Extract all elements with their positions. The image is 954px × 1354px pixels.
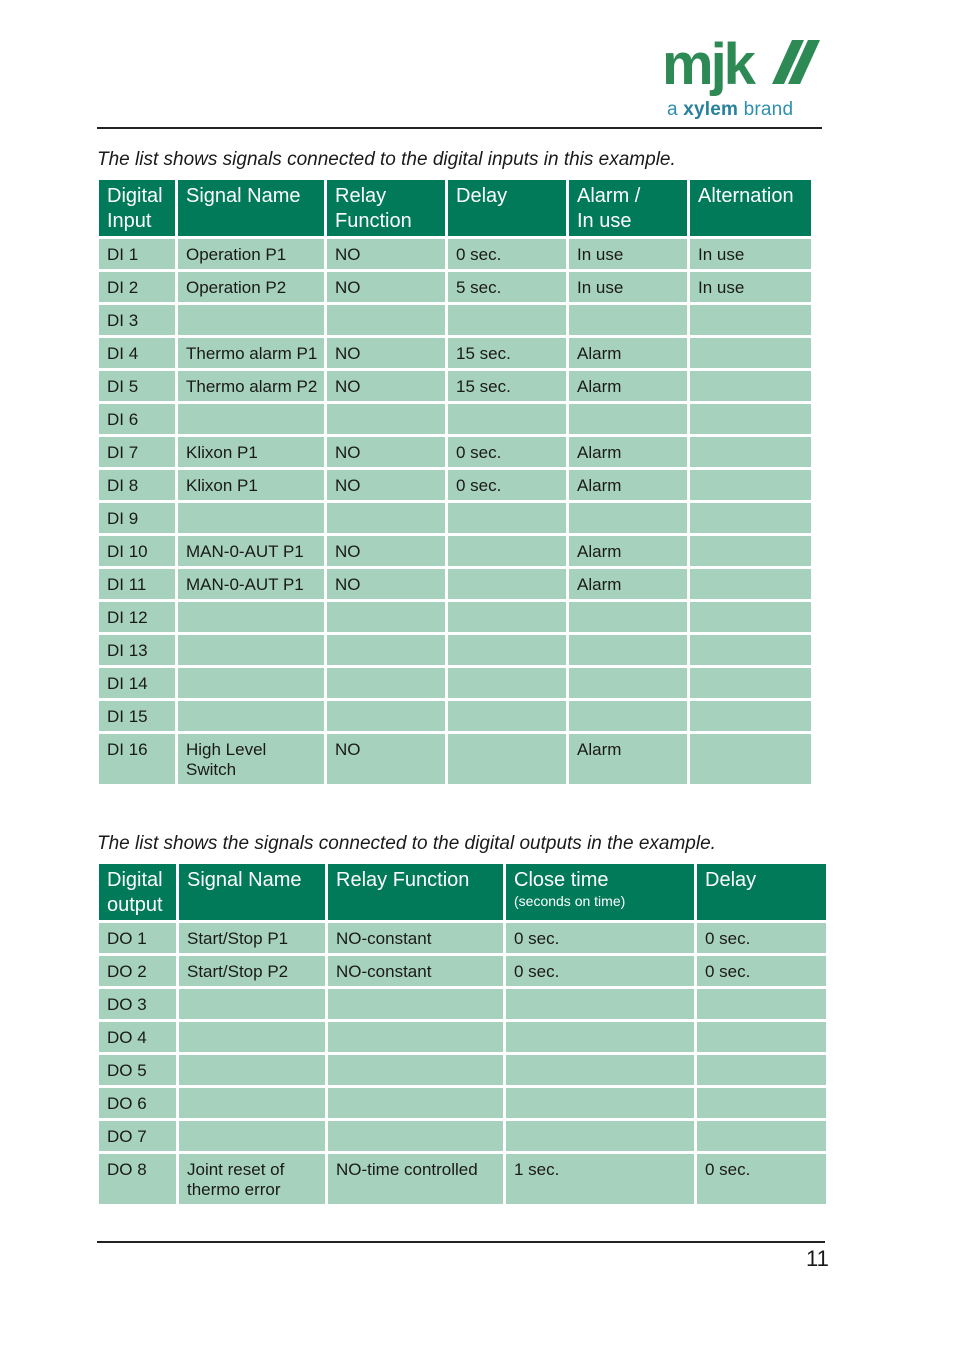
- table-row: [99, 923, 826, 953]
- table-cell: [690, 701, 811, 731]
- channel-cell: DI 16: [99, 734, 175, 784]
- table-cell: Alarm: [569, 734, 687, 784]
- channel-cell: DI 15: [99, 701, 175, 731]
- channel-cell: DO 6: [99, 1088, 176, 1118]
- column-header-label: Relay Function: [336, 869, 470, 891]
- table-row: [99, 503, 811, 533]
- footer-rule: [97, 1241, 825, 1243]
- logo-tagline: [667, 99, 793, 121]
- channel-cell: DI 10: [99, 536, 175, 566]
- table-cell: 0 sec.: [697, 1154, 826, 1204]
- table-cell: [448, 569, 566, 599]
- table-row: [99, 371, 811, 401]
- channel-cell: DI 1: [99, 239, 175, 269]
- table-cell: 0 sec.: [697, 923, 826, 953]
- table-cell: [569, 668, 687, 698]
- table-cell: NO: [327, 338, 445, 368]
- table-cell: 0 sec.: [448, 437, 566, 467]
- table-cell: [506, 1121, 694, 1151]
- table-cell: [690, 635, 811, 665]
- table-row: [99, 1088, 826, 1118]
- channel-cell: DO 4: [99, 1022, 176, 1052]
- column-header-label: Relay Function: [335, 185, 412, 232]
- table-row: [99, 404, 811, 434]
- table-cell: In use: [569, 272, 687, 302]
- channel-cell: DI 7: [99, 437, 175, 467]
- table-cell: [327, 701, 445, 731]
- table-cell: [569, 701, 687, 731]
- table-cell: [690, 338, 811, 368]
- table-cell: [448, 734, 566, 784]
- logo-wordmark: mjk: [662, 36, 753, 97]
- table-cell: [179, 989, 325, 1019]
- table-cell: [690, 602, 811, 632]
- table-cell: MAN-0-AUT P1: [178, 569, 324, 599]
- table-cell: [690, 437, 811, 467]
- table-cell: In use: [690, 239, 811, 269]
- table-cell: [697, 1022, 826, 1052]
- channel-cell: DI 8: [99, 470, 175, 500]
- table-cell: Operation P2: [178, 272, 324, 302]
- table-row: [99, 338, 811, 368]
- table-cell: [448, 503, 566, 533]
- table-cell: [327, 404, 445, 434]
- table-row: [99, 989, 826, 1019]
- page-number: 11: [806, 1246, 829, 1271]
- channel-cell: DO 3: [99, 989, 176, 1019]
- table-cell: NO: [327, 470, 445, 500]
- table-cell: [690, 536, 811, 566]
- table-cell: [178, 701, 324, 731]
- table-cell: 1 sec.: [506, 1154, 694, 1204]
- table-cell: [327, 635, 445, 665]
- table-cell: Thermo alarm P1: [178, 338, 324, 368]
- table-row: [99, 1154, 826, 1204]
- channel-cell: DI 11: [99, 569, 175, 599]
- channel-cell: DO 8: [99, 1154, 176, 1204]
- table-cell: [328, 1088, 503, 1118]
- table-row: [99, 701, 811, 731]
- channel-cell: DI 3: [99, 305, 175, 335]
- table-cell: [178, 635, 324, 665]
- column-header: [179, 864, 325, 920]
- digital-inputs-table: [96, 177, 814, 787]
- table-cell: NO-constant: [328, 956, 503, 986]
- table-row: [99, 1022, 826, 1052]
- table-row: [99, 668, 811, 698]
- table-cell: 0 sec.: [448, 239, 566, 269]
- column-header-label: Close time: [514, 869, 609, 891]
- table-cell: [178, 305, 324, 335]
- table-cell: [697, 989, 826, 1019]
- table-cell: [328, 1022, 503, 1052]
- column-header: [697, 864, 826, 920]
- brand-logo: [660, 36, 830, 128]
- table-cell: [697, 1055, 826, 1085]
- table-cell: [448, 701, 566, 731]
- column-header-subtitle: (seconds on time): [514, 893, 626, 909]
- table-cell: 0 sec.: [506, 956, 694, 986]
- table-cell: [179, 1022, 325, 1052]
- channel-cell: DI 14: [99, 668, 175, 698]
- column-header-label: Digital Input: [107, 185, 163, 232]
- table-row: [99, 734, 811, 784]
- table-row: [99, 239, 811, 269]
- table-cell: 0 sec.: [448, 470, 566, 500]
- table-cell: Start/Stop P2: [179, 956, 325, 986]
- table-cell: [690, 503, 811, 533]
- table-cell: Joint reset of thermo error: [179, 1154, 325, 1204]
- table-cell: [327, 602, 445, 632]
- table-row: [99, 956, 826, 986]
- table-cell: [690, 305, 811, 335]
- table-cell: Start/Stop P1: [179, 923, 325, 953]
- column-header: [327, 180, 445, 236]
- channel-cell: DI 4: [99, 338, 175, 368]
- table-cell: 0 sec.: [506, 923, 694, 953]
- table-cell: [178, 503, 324, 533]
- header-rule: [97, 127, 822, 129]
- table-cell: NO: [327, 239, 445, 269]
- table-cell: [506, 1055, 694, 1085]
- table-row: [99, 536, 811, 566]
- table-cell: Klixon P1: [178, 470, 324, 500]
- table-cell: 0 sec.: [697, 956, 826, 986]
- table-cell: [328, 1121, 503, 1151]
- table-cell: [690, 371, 811, 401]
- table-row: [99, 272, 811, 302]
- table-cell: [327, 668, 445, 698]
- table-cell: Klixon P1: [178, 437, 324, 467]
- table-cell: [448, 602, 566, 632]
- column-header-label: Signal Name: [186, 185, 301, 207]
- column-header: [690, 180, 811, 236]
- table-cell: [569, 635, 687, 665]
- column-header-label: Delay: [456, 185, 508, 207]
- table-cell: [448, 635, 566, 665]
- table-cell: [448, 305, 566, 335]
- table-cell: Thermo alarm P2: [178, 371, 324, 401]
- table-cell: NO: [327, 371, 445, 401]
- table-cell: [690, 404, 811, 434]
- column-header-label: Alarm / In use: [577, 185, 641, 232]
- table-cell: NO: [327, 272, 445, 302]
- column-header-label: Alternation: [698, 185, 794, 207]
- table-cell: Alarm: [569, 338, 687, 368]
- table-cell: [327, 305, 445, 335]
- table-cell: [179, 1088, 325, 1118]
- logo-tagline-a: a: [667, 99, 678, 120]
- table-cell: NO: [327, 569, 445, 599]
- table-row: [99, 305, 811, 335]
- channel-cell: DO 2: [99, 956, 176, 986]
- digital-outputs-table: [96, 861, 829, 1207]
- table-cell: Operation P1: [178, 239, 324, 269]
- channel-cell: DI 2: [99, 272, 175, 302]
- column-header: [178, 180, 324, 236]
- table-row: [99, 437, 811, 467]
- column-header: [506, 864, 694, 920]
- table-cell: [179, 1055, 325, 1085]
- channel-cell: DO 1: [99, 923, 176, 953]
- column-header: [448, 180, 566, 236]
- table-cell: [690, 668, 811, 698]
- table-cell: [506, 989, 694, 1019]
- table-cell: [178, 404, 324, 434]
- table-cell: [690, 470, 811, 500]
- table-row: [99, 635, 811, 665]
- table-cell: [690, 569, 811, 599]
- table-cell: [178, 668, 324, 698]
- column-header-label: Digital output: [107, 869, 163, 916]
- table-cell: NO: [327, 437, 445, 467]
- table-cell: Alarm: [569, 371, 687, 401]
- column-header: [99, 864, 176, 920]
- logo-tagline-xylem: xylem: [683, 99, 739, 120]
- table-cell: 15 sec.: [448, 371, 566, 401]
- column-header-label: Signal Name: [187, 869, 302, 891]
- table-row: [99, 1121, 826, 1151]
- channel-cell: DI 13: [99, 635, 175, 665]
- channel-cell: DO 5: [99, 1055, 176, 1085]
- table-row: [99, 470, 811, 500]
- channel-cell: DI 12: [99, 602, 175, 632]
- table-cell: [569, 503, 687, 533]
- table-cell: [448, 536, 566, 566]
- column-header: [99, 180, 175, 236]
- table-cell: [569, 305, 687, 335]
- table-cell: [506, 1088, 694, 1118]
- table-cell: NO-time controlled: [328, 1154, 503, 1204]
- table-cell: Alarm: [569, 437, 687, 467]
- channel-cell: DO 7: [99, 1121, 176, 1151]
- table-cell: Alarm: [569, 569, 687, 599]
- table-cell: [179, 1121, 325, 1151]
- table-cell: High Level Switch: [178, 734, 324, 784]
- table-row: [99, 569, 811, 599]
- channel-cell: DI 5: [99, 371, 175, 401]
- channel-cell: DI 9: [99, 503, 175, 533]
- table-row: [99, 602, 811, 632]
- table-cell: In use: [569, 239, 687, 269]
- table-cell: 5 sec.: [448, 272, 566, 302]
- table-cell: NO: [327, 536, 445, 566]
- table-cell: [328, 1055, 503, 1085]
- table-cell: [178, 602, 324, 632]
- table-cell: MAN-0-AUT P1: [178, 536, 324, 566]
- table-cell: [569, 404, 687, 434]
- table-cell: [697, 1121, 826, 1151]
- table-row: [99, 1055, 826, 1085]
- outputs-caption: The list shows the signals connected to the digital outputs in the example.: [97, 833, 716, 854]
- table-cell: Alarm: [569, 536, 687, 566]
- table-cell: NO-constant: [328, 923, 503, 953]
- column-header-label: Delay: [705, 869, 757, 891]
- table-cell: [328, 989, 503, 1019]
- table-cell: [569, 602, 687, 632]
- table-cell: [506, 1022, 694, 1052]
- table-cell: [690, 734, 811, 784]
- table-cell: [448, 404, 566, 434]
- table-cell: Alarm: [569, 470, 687, 500]
- channel-cell: DI 6: [99, 404, 175, 434]
- column-header: [328, 864, 503, 920]
- table-cell: [327, 503, 445, 533]
- logo-tagline-brand: brand: [743, 99, 794, 120]
- inputs-caption: The list shows signals connected to the digital inputs in this example.: [97, 149, 676, 170]
- column-header: [569, 180, 687, 236]
- table-cell: 15 sec.: [448, 338, 566, 368]
- table-cell: NO: [327, 734, 445, 784]
- table-cell: [448, 668, 566, 698]
- table-cell: [697, 1088, 826, 1118]
- table-cell: In use: [690, 272, 811, 302]
